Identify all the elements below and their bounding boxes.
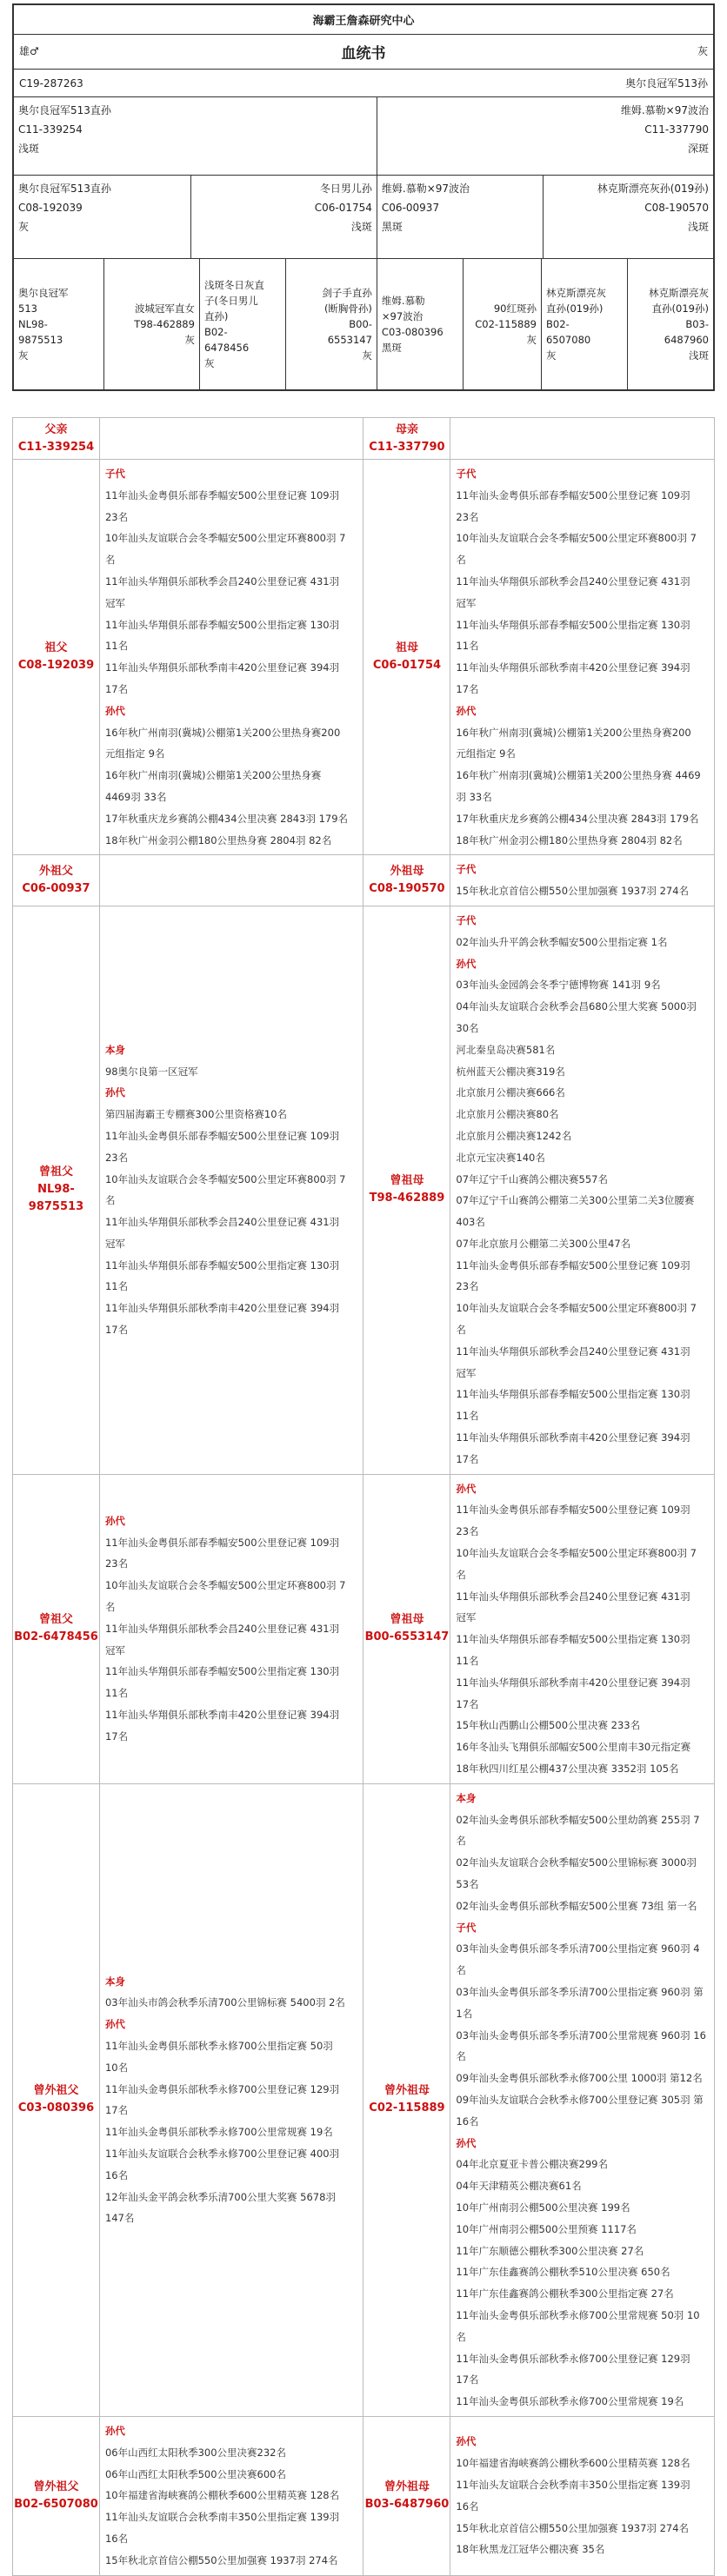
achievement-line: 18年秋黑龙江冠华公棚决赛 35名 — [456, 2543, 605, 2556]
table-row — [13, 855, 715, 906]
achievement-line: 11年汕头华翔俱乐部春季幅安500公里指定赛 130羽 — [456, 618, 690, 631]
achievement-line: 11年汕头华翔俱乐部秋季会昌240公里登记赛 431羽 — [104, 574, 340, 588]
achievements-table — [12, 417, 715, 2576]
section-label: 孙代 — [104, 704, 125, 717]
g2-name: 林克斯漂亮灰孙(019孙) — [597, 183, 709, 195]
achievement-line: 23名 — [456, 1525, 479, 1538]
achievement-line: 18年秋四川红星公棚437公里决赛 3352羽 105名 — [456, 1763, 679, 1776]
achievement-line: 冠军 — [456, 596, 477, 609]
section-label: 孙代 — [456, 704, 477, 717]
achievement-line: 11年汕头华翔俱乐部秋季会昌240公里登记赛 431羽 — [104, 1216, 340, 1229]
ancestor-ring: C08-190570 — [369, 882, 445, 896]
achievements-cell — [99, 1783, 364, 2416]
achievement-line: 11年汕头华翔俱乐部春季幅安500公里指定赛 130羽 — [104, 1258, 340, 1271]
ancestor-ring: B02-6507080 — [14, 2497, 98, 2511]
sire-color: 浅斑 — [18, 143, 40, 155]
ancestor-ring: C11-337790 — [369, 440, 445, 454]
section-label: 孙代 — [456, 1482, 477, 1495]
pedigree-chart — [12, 3, 715, 391]
ancestor-label — [364, 855, 450, 906]
g3-line: 维姆.慕勒 — [381, 295, 425, 307]
achievement-line: 18年秋广州金羽公棚180公里热身赛 2804羽 82名 — [104, 833, 332, 846]
ancestor-label — [364, 2416, 450, 2575]
achievement-line: 名 — [456, 1324, 466, 1337]
achievement-line: 11年汕头华翔俱乐部秋季南丰420公里登记赛 394羽 — [456, 1431, 690, 1444]
g3-line: (断胸骨孙) — [323, 302, 372, 315]
achievement-line: 元组指定 9名 — [456, 747, 516, 760]
achievement-line: 11年汕头华翔俱乐部秋季南丰420公里登记赛 394羽 — [104, 1709, 340, 1722]
achievement-line: 15年秋山西鹏山公棚500公里决赛 233名 — [456, 1719, 641, 1732]
achievement-line: 河北秦皇岛决赛581名 — [456, 1043, 556, 1056]
achievement-line: 冠军 — [104, 1643, 125, 1656]
achievement-line: 03年汕头金粤俱乐部冬季乐清700公里常规赛 960羽 16名 — [456, 2028, 706, 2063]
achievement-line: 11年汕头华翔俱乐部春季幅安500公里指定赛 130羽 — [104, 618, 340, 631]
achievement-line: 11年汕头金粤俱乐部秋季永修700公里常规赛 19名 — [456, 2395, 684, 2408]
achievement-line: 17名 — [104, 1730, 129, 1743]
achievement-line: 4469羽 33名 — [104, 790, 167, 803]
achievements-cell — [450, 460, 715, 855]
sire-cell — [14, 97, 377, 175]
achievement-line: 名 — [104, 1194, 116, 1207]
section-label: 孙代 — [456, 2435, 477, 2448]
table-row — [13, 1783, 715, 2416]
achievement-line: 23名 — [456, 510, 479, 523]
achievement-line: 15年秋北京首信公棚550公里加强赛 1937羽 274名 — [456, 2521, 690, 2534]
color-label: 灰 — [697, 45, 708, 57]
dam-cell — [377, 97, 713, 175]
achievement-line: 02年汕头金粤俱乐部秋季幅安500公里幼鸽赛 255羽 7名 — [456, 1813, 700, 1848]
g3-line: 灰 — [526, 334, 537, 346]
g2-ring: C06-00937 — [381, 202, 440, 214]
achievements-cell — [99, 906, 364, 1474]
g2-color: 黑斑 — [381, 221, 403, 233]
ancestor-label — [364, 1783, 450, 2416]
section-label: 子代 — [456, 468, 477, 480]
achievement-line: 11年汕头友谊联合会秋季南丰350公里指定赛 139羽 — [456, 2478, 690, 2491]
spacer — [12, 391, 715, 417]
g3-line: 奥尔良冠军 — [18, 287, 69, 299]
section-label: 子代 — [104, 468, 125, 480]
achievement-line: 10年汕头友谊联合会冬季幅安500公里定环赛800羽 7 — [104, 532, 346, 545]
g3-line: 子(冬日男儿 — [203, 295, 258, 307]
achievement-line: 03年汕头市鸽会秋季乐清700公里锦标赛 5400羽 2名 — [104, 1996, 345, 2009]
achievement-line: 04年汕头友谊联合会秋季会昌680公里大奖赛 5000羽 30名 — [456, 1000, 697, 1034]
g3-line: NL98- — [18, 318, 48, 330]
achievements-cell — [99, 460, 364, 855]
achievement-line: 11年汕头金粤俱乐部秋季永修700公里登记赛 129羽 — [456, 2352, 690, 2365]
achievement-line: 10年福建省海峡赛鸽公棚秋季600公里精英赛 128名 — [104, 2489, 340, 2502]
achievement-line: 第四届海霸王专棚赛300公里资格赛10名 — [104, 1108, 288, 1121]
achievements-cell — [99, 2416, 364, 2575]
achievements-cell — [99, 1474, 364, 1783]
ring-number: C19-287263 — [19, 76, 83, 90]
g3-line: 6487960 — [664, 334, 709, 346]
ancestor-ring: C06-01754 — [372, 659, 442, 673]
g3-line: C02-115889 — [475, 318, 537, 330]
ancestor-ring: C02-115889 — [369, 2101, 445, 2115]
g3-line: B02- — [545, 318, 570, 330]
achievement-line: 冠军 — [456, 1366, 477, 1379]
generation-3-row — [14, 259, 713, 389]
achievement-line: 23名 — [104, 1557, 129, 1570]
certificate-title: 血统书 — [341, 45, 386, 63]
ancestor-label — [13, 2416, 100, 2575]
achievement-line: 23名 — [456, 1280, 479, 1293]
achievement-line: 18年秋广州金羽公棚180公里热身赛 2804羽 82名 — [456, 833, 683, 846]
g3-line: 90红斑孙 — [493, 302, 537, 315]
achievement-line: 11年汕头华翔俱乐部秋季南丰420公里登记赛 394羽 — [456, 1676, 690, 1689]
ancestor-label — [13, 418, 100, 460]
achievement-line: 11年汕头金粤俱乐部春季幅安500公里登记赛 109羽 — [456, 1504, 690, 1517]
ancestor-role: 曾祖父 — [38, 1165, 73, 1179]
achievement-line: 11年汕头华翔俱乐部秋季会昌240公里登记赛 431羽 — [456, 574, 690, 588]
section-label: 孙代 — [456, 957, 477, 970]
g3-line: 波城冠军直女 — [134, 302, 195, 315]
section-label: 孙代 — [104, 1514, 125, 1527]
achievement-line: 羽 33名 — [456, 790, 492, 803]
certificate-header — [14, 35, 713, 70]
ancestor-label — [364, 1474, 450, 1783]
g3-line: 9875513 — [18, 334, 63, 346]
achievement-line: 03年汕头金粤俱乐部冬季乐清700公里指定赛 960羽 第1名 — [456, 1985, 704, 2020]
achievement-line: 04年北京夏亚卡普公棚决赛299名 — [456, 2158, 609, 2171]
achievement-line: 11年汕头华翔俱乐部秋季南丰420公里登记赛 394羽 — [104, 1302, 340, 1315]
achievement-line: 11年汕头金粤俱乐部秋季永修700公里指定赛 50羽 — [104, 2039, 333, 2052]
achievements-cell — [450, 418, 715, 460]
g3-line: 直孙) — [203, 310, 229, 322]
g3-line: 灰 — [184, 334, 195, 346]
g2-name: 维姆.慕勒×97波治 — [381, 183, 470, 195]
lineage-note: 奥尔良冠军513孙 — [625, 77, 708, 90]
section-label: 孙代 — [104, 2424, 125, 2437]
ancestor-ring: B02-6478456 — [14, 1630, 98, 1644]
achievement-line: 北京旅月公棚决赛80名 — [456, 1108, 559, 1121]
g3-cell — [286, 259, 377, 389]
ancestor-ring: C08-192039 — [17, 659, 95, 673]
ancestor-role: 外祖父 — [38, 865, 73, 879]
achievement-line: 11名 — [456, 1655, 479, 1668]
ancestor-role: 母亲 — [395, 422, 418, 436]
section-label: 子代 — [456, 913, 477, 926]
g2-cell — [544, 176, 713, 258]
ancestor-label — [13, 1474, 100, 1783]
achievement-line: 10年汕头友谊联合会冬季幅安500公里定环赛800羽 7 — [456, 1302, 697, 1315]
g3-cell — [14, 259, 104, 389]
g3-line: 直孙(019孙) — [651, 302, 709, 315]
ancestor-role: 曾外祖母 — [384, 2480, 430, 2493]
achievement-line: 11名 — [104, 1687, 129, 1700]
achievement-line: 名 — [104, 554, 116, 567]
achievement-line: 07年辽宁千山赛鸽公棚第二关300公里第二关3位腰赛403名 — [456, 1194, 695, 1229]
achievement-line: 17名 — [456, 1697, 479, 1710]
achievement-line: 10名 — [104, 2061, 129, 2074]
achievement-line: 147名 — [104, 2212, 135, 2225]
achievements-cell — [450, 1474, 715, 1783]
section-label: 本身 — [104, 1975, 125, 1988]
achievement-line: 杭州蓝天公棚决赛319名 — [456, 1065, 565, 1078]
generation-2-row — [14, 176, 713, 259]
section-label: 孙代 — [104, 2018, 125, 2031]
achievement-line: 17名 — [456, 2374, 479, 2387]
achievements-cell — [450, 1783, 715, 2416]
g3-line: 6553147 — [327, 334, 372, 346]
table-row — [13, 2416, 715, 2575]
achievement-line: 11年汕头华翔俱乐部春季幅安500公里指定赛 130羽 — [104, 1665, 340, 1678]
achievement-line: 10年广州南羽公棚500公里预赛 1117名 — [456, 2222, 637, 2235]
achievement-line: 11年汕头华翔俱乐部秋季会昌240公里登记赛 431羽 — [104, 1622, 340, 1635]
achievement-line: 09年汕头金粤俱乐部秋季永修700公里 1000羽 第12名 — [456, 2072, 703, 2085]
g3-line: B00- — [349, 318, 372, 330]
ancestor-role: 外祖母 — [390, 865, 424, 879]
achievement-line: 06年山西红太阳秋季300公里决赛232名 — [104, 2446, 286, 2459]
ancestor-ring: C03-080396 — [17, 2101, 95, 2115]
achievement-line: 17名 — [456, 1452, 479, 1465]
achievement-line: 17名 — [104, 2104, 129, 2117]
g2-name: 冬日男儿孙 — [319, 183, 372, 195]
achievement-line: 11年汕头金粤俱乐部春季幅安500公里登记赛 109羽 — [456, 1258, 690, 1271]
table-row — [13, 1474, 715, 1783]
g2-color: 灰 — [18, 221, 30, 233]
g3-line: T98-462889 — [134, 318, 195, 330]
g2-cell — [191, 176, 377, 258]
g2-color: 浅斑 — [687, 221, 709, 233]
achievement-line: 03年汕头金粤俱乐部冬季乐清700公里指定赛 960羽 4名 — [456, 1942, 700, 1977]
ancestor-role: 祖父 — [44, 641, 68, 655]
achievement-line: 11年汕头华翔俱乐部秋季南丰420公里登记赛 394羽 — [456, 661, 690, 674]
achievement-line: 17年秋重庆龙乡赛鸽公棚434公里决赛 2843羽 179名 — [456, 812, 699, 825]
g2-ring: C06-01754 — [314, 202, 372, 214]
achievement-line: 16年秋广州南羽(冀城)公棚第1关200公里热身赛 — [104, 769, 322, 782]
section-label: 本身 — [456, 1791, 477, 1804]
ancestor-role: 曾祖母 — [390, 1613, 424, 1627]
g3-line: ×97波治 — [381, 310, 424, 322]
g3-line: 6478456 — [203, 342, 250, 354]
sire-name: 奥尔良冠军513直孙 — [18, 104, 111, 116]
section-label: 本身 — [104, 1043, 125, 1056]
achievement-line: 16年秋广州南羽(冀城)公棚第1关200公里热身赛200 — [456, 726, 691, 739]
achievements-cell — [450, 906, 715, 1474]
achievement-line: 16年秋广州南羽(冀城)公棚第1关200公里热身赛200 — [104, 726, 341, 739]
achievement-line: 11年汕头华翔俱乐部秋季会昌240公里登记赛 431羽 — [456, 1344, 690, 1358]
achievement-line: 11年汕头华翔俱乐部秋季南丰420公里登记赛 394羽 — [104, 661, 340, 674]
achievement-line: 11年汕头金粤俱乐部秋季永修700公里常规赛 19名 — [104, 2126, 333, 2139]
g2-cell — [377, 176, 544, 258]
achievement-line: 11名 — [456, 1410, 479, 1423]
achievement-line: 16名 — [456, 2500, 479, 2513]
achievement-line: 北京元宝决赛140名 — [456, 1151, 545, 1164]
achievement-line: 12年汕头金平鸽会秋季乐清700公里大奖赛 5678羽 — [104, 2190, 336, 2203]
section-label: 孙代 — [456, 2136, 477, 2149]
achievement-line: 11年汕头金粤俱乐部春季幅安500公里登记赛 109羽 — [104, 488, 340, 501]
achievement-line: 10年汕头友谊联合会冬季幅安500公里定环赛800羽 7 — [456, 532, 697, 545]
g3-cell — [464, 259, 542, 389]
ancestor-ring: T98-462889 — [369, 1192, 445, 1205]
ancestor-ring: C11-339254 — [17, 440, 95, 454]
achievement-line: 16年秋广州南羽(冀城)公棚第1关200公里热身赛 4469 — [456, 769, 701, 782]
achievements-cell — [450, 855, 715, 906]
g3-line: 黑斑 — [381, 342, 402, 354]
ancestor-role: 曾祖母 — [390, 1174, 424, 1188]
g3-line: B02- — [203, 326, 228, 338]
g3-line: 林克斯漂亮灰 — [649, 287, 709, 299]
g3-line: 灰 — [362, 349, 372, 362]
section-label: 子代 — [456, 1921, 477, 1934]
ancestor-ring: C06-00937 — [22, 882, 90, 896]
dam-ring: C11-337790 — [644, 123, 709, 136]
g2-ring: C08-190570 — [644, 202, 709, 214]
g3-line: 灰 — [545, 349, 557, 362]
achievement-line: 15年秋北京首信公棚550公里加强赛 1937羽 274名 — [456, 885, 690, 898]
achievement-line: 11年汕头金粤俱乐部春季幅安500公里登记赛 109羽 — [456, 488, 690, 501]
achievement-line: 11年汕头金粤俱乐部春季幅安500公里登记赛 109羽 — [104, 1129, 340, 1142]
g3-line: 灰 — [18, 349, 29, 362]
ancestor-label — [13, 460, 100, 855]
g3-line: 6507080 — [545, 334, 591, 346]
g3-line: 灰 — [203, 357, 215, 369]
g3-cell — [628, 259, 713, 389]
achievement-line: 98奥尔良第一区冠军 — [104, 1065, 198, 1078]
g3-line: 剑子手直孙 — [322, 287, 372, 299]
achievement-line: 11年汕头华翔俱乐部春季幅安500公里指定赛 130羽 — [456, 1633, 690, 1646]
achievement-line: 16名 — [104, 2168, 129, 2181]
ancestor-ring: NL98-9875513 — [28, 1183, 84, 1214]
achievement-line: 10年福建省海峡赛鸽公棚秋季600公里精英赛 128名 — [456, 2457, 690, 2470]
achievement-line: 11年汕头金粤俱乐部秋季永修700公里登记赛 129羽 — [104, 2082, 340, 2095]
achievement-line: 11年汕头华翔俱乐部春季幅安500公里指定赛 130羽 — [456, 1388, 690, 1401]
ancestor-label — [364, 460, 450, 855]
achievement-line: 10年汕头友谊联合会冬季幅安500公里定环赛800羽 7 — [104, 1579, 346, 1592]
achievement-line: 10年汕头友谊联合会冬季幅安500公里定环赛800羽 7 — [456, 1547, 697, 1560]
ancestor-role: 曾外祖母 — [384, 2084, 430, 2098]
achievement-line: 07年辽宁千山赛鸽公棚决赛557名 — [456, 1172, 609, 1185]
generation-1-row — [14, 97, 713, 176]
achievement-line: 冠军 — [104, 596, 125, 609]
achievement-line: 02年汕头升平鸽会秋季幅安500公里指定赛 1名 — [456, 935, 668, 948]
sex-label: 雄♂ — [19, 45, 39, 57]
achievement-line: 11年汕头友谊联合会秋季永修700公里登记赛 400羽 — [104, 2147, 340, 2160]
achievement-line: 17名 — [456, 682, 479, 695]
dam-name: 维姆.慕勒×97波治 — [620, 104, 709, 116]
ancestor-label — [13, 906, 100, 1474]
achievement-line: 11年汕头友谊联合会秋季南丰350公里指定赛 139羽 — [104, 2511, 340, 2524]
table-row — [13, 906, 715, 1474]
ancestor-ring: B03-6487960 — [364, 2497, 450, 2511]
achievement-line: 03年汕头金园鸽会冬季宁德博物赛 141羽 9名 — [456, 979, 661, 992]
achievement-line: 16名 — [104, 2532, 129, 2545]
section-label: 孙代 — [104, 1086, 125, 1099]
ancestor-role: 曾外祖父 — [33, 2084, 79, 2098]
g2-ring: C08-192039 — [18, 202, 83, 214]
achievement-line: 11年广东佳鑫赛鸽公棚秋季510公里决赛 650名 — [456, 2266, 670, 2279]
achievement-line: 元组指定 9名 — [104, 747, 165, 760]
achievement-line: 10年广州南羽公棚500公里决赛 199名 — [456, 2201, 630, 2214]
achievement-line: 名 — [456, 554, 466, 567]
achievement-line: 15年秋北京首信公棚550公里加强赛 1937羽 274名 — [104, 2553, 338, 2566]
achievement-line: 11年汕头金粤俱乐部秋季永修700公里常规赛 50羽 10名 — [456, 2308, 700, 2343]
g3-line: 浅斑冬日灰直 — [203, 279, 264, 291]
achievement-line: 10年汕头友谊联合会冬季幅安500公里定环赛800羽 7 — [104, 1172, 346, 1185]
ancestor-label — [364, 906, 450, 1474]
achievements-cell — [450, 2416, 715, 2575]
achievement-line: 06年山西红太阳秋季500公里决赛600名 — [104, 2467, 286, 2480]
achievement-line: 09年汕头友谊联合会秋季永修700公里登记赛 305羽 第16名 — [456, 2093, 704, 2128]
achievement-line: 11名 — [104, 1280, 129, 1293]
g3-line: B03- — [685, 318, 709, 330]
achievement-line: 07年北京旅月公棚第二关300公里47名 — [456, 1237, 631, 1250]
achievement-line: 北京旅月公棚决赛666名 — [456, 1086, 565, 1099]
achievement-line: 23名 — [104, 1151, 129, 1164]
achievements-cell — [99, 855, 364, 906]
achievement-line: 17名 — [104, 682, 129, 695]
ancestor-ring: B00-6553147 — [364, 1630, 450, 1644]
achievement-line: 北京旅月公棚决赛1242名 — [456, 1129, 572, 1142]
ancestor-label — [13, 1783, 100, 2416]
ancestor-role: 祖母 — [395, 641, 418, 655]
achievement-line: 23名 — [104, 510, 129, 523]
achievement-line: 02年汕头友谊联合会秋季幅安500公里锦标赛 3000羽 53名 — [456, 1856, 697, 1890]
g3-line: C03-080396 — [381, 326, 444, 338]
achievements-cell — [99, 418, 364, 460]
g3-line: 浅斑 — [689, 349, 709, 362]
g2-cell — [14, 176, 191, 258]
sire-ring: C11-339254 — [18, 123, 83, 136]
g3-cell — [377, 259, 464, 389]
table-row — [13, 418, 715, 460]
achievement-line: 17年秋重庆龙乡赛鸽公棚434公里决赛 2843羽 179名 — [104, 812, 349, 825]
achievement-line: 17名 — [104, 1324, 129, 1337]
org-title-row — [14, 5, 713, 35]
g3-cell — [104, 259, 199, 389]
g2-color: 浅斑 — [350, 221, 372, 233]
achievement-line: 04年天津精英公棚决赛61名 — [456, 2180, 582, 2193]
table-row — [13, 460, 715, 855]
g3-line: 直孙(019孙) — [545, 302, 604, 315]
org-title: 海霸王詹森研究中心 — [312, 15, 415, 28]
achievement-line: 11年汕头华翔俱乐部秋季会昌240公里登记赛 431羽 — [456, 1590, 690, 1603]
achievement-line: 名 — [456, 1568, 466, 1581]
achievement-line: 11年广东佳鑫赛鸽公棚秋季300公里指定赛 27名 — [456, 2287, 674, 2300]
g3-cell — [542, 259, 629, 389]
achievement-line: 02年汕头金粤俱乐部秋季幅安500公里赛 73组 第一名 — [456, 1899, 697, 1912]
achievement-line: 名 — [104, 1601, 116, 1614]
achievement-line: 16年冬汕头飞翔俱乐部幅安500公里南丰30元指定赛 — [456, 1741, 691, 1754]
g3-line: 林克斯漂亮灰 — [545, 287, 606, 299]
ring-row — [14, 70, 713, 97]
achievement-line: 11名 — [456, 640, 479, 653]
g3-cell — [200, 259, 287, 389]
g3-line: 513 — [18, 302, 37, 315]
achievement-line: 冠军 — [456, 1611, 477, 1624]
ancestor-role: 曾外祖父 — [33, 2480, 79, 2493]
ancestor-role: 曾祖父 — [38, 1613, 73, 1627]
achievement-line: 冠军 — [104, 1237, 125, 1250]
section-label: 子代 — [456, 863, 477, 876]
ancestor-label — [364, 418, 450, 460]
ancestor-role: 父亲 — [44, 422, 68, 436]
achievement-line: 11年广东顺德公棚秋季300公里决赛 27名 — [456, 2244, 644, 2257]
g2-name: 奥尔良冠军513直孙 — [18, 183, 111, 195]
achievement-line: 11名 — [104, 640, 129, 653]
dam-color: 深斑 — [687, 143, 709, 155]
ancestor-label — [13, 855, 100, 906]
achievement-line: 11年汕头金粤俱乐部春季幅安500公里登记赛 109羽 — [104, 1536, 340, 1549]
